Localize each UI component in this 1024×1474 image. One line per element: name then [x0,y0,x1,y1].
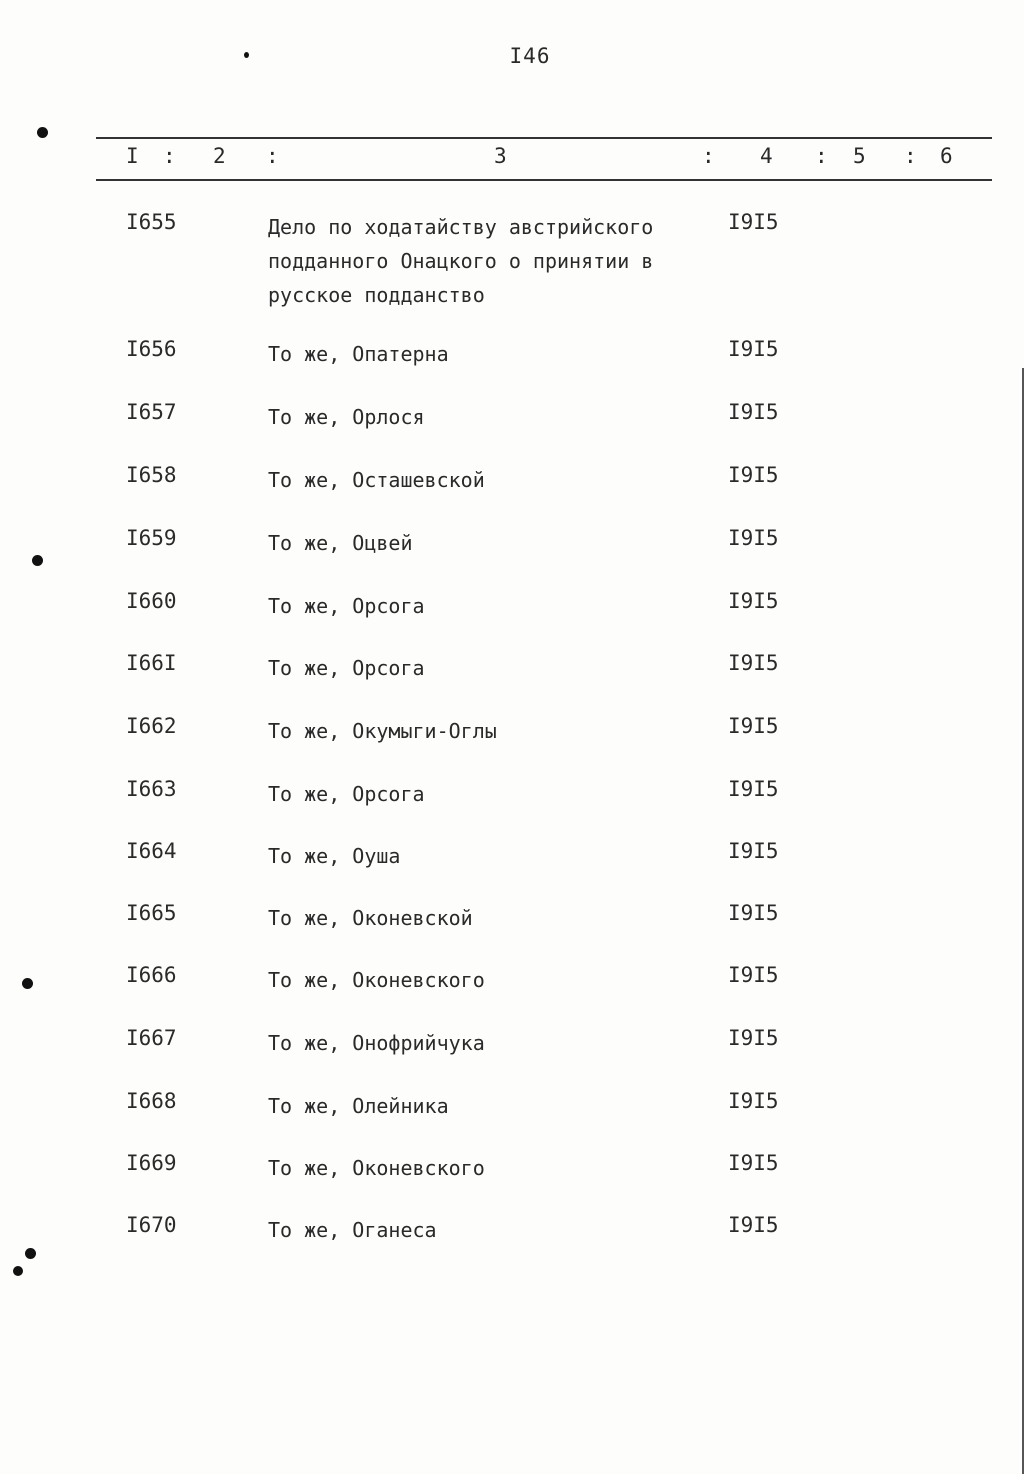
file-description: Дело по ходатайству австрийского подданного Онацкого о принятии в русское подданство [268,215,654,307]
file-description: То же, Орлося [268,405,425,429]
file-number: I66I [126,651,177,675]
punch-hole-mark [32,555,43,566]
column-header-sep-2: : [266,144,279,168]
file-year: I9I5 [728,337,779,361]
file-number: I663 [126,777,177,801]
file-description: То же, Оуша [268,844,401,868]
file-description: То же, Оконевского [268,968,485,992]
column-header-3: 3 [494,144,507,168]
file-year: I9I5 [728,1213,779,1237]
file-number: I655 [126,210,177,234]
file-year: I9I5 [728,1026,779,1050]
column-header-sep-1: : [163,144,176,168]
file-description: То же, Орсога [268,656,425,680]
file-description: То же, Орсога [268,594,425,618]
column-header-2: 2 [213,144,226,168]
file-year: I9I5 [728,839,779,863]
column-header-sep-4: : [815,144,828,168]
file-number: I659 [126,526,177,550]
file-number: I667 [126,1026,177,1050]
punch-hole-mark [13,1266,23,1276]
file-description: То же, Оконевской [268,906,473,930]
file-description: То же, Орсога [268,782,425,806]
file-description: То же, Осташевской [268,468,485,492]
file-number: I666 [126,963,177,987]
file-description: То же, Опатерна [268,342,449,366]
column-header-1: I [126,144,139,168]
file-description: То же, Олейника [268,1094,449,1118]
file-year: I9I5 [728,463,779,487]
file-number: I660 [126,589,177,613]
column-header-4: 4 [760,144,773,168]
file-year: I9I5 [728,777,779,801]
file-number: I668 [126,1089,177,1113]
punch-hole-mark [22,978,33,989]
file-number: I656 [126,337,177,361]
file-year: I9I5 [728,1151,779,1175]
file-year: I9I5 [728,714,779,738]
file-year: I9I5 [728,901,779,925]
file-description: То же, Оконевского [268,1156,485,1180]
column-header-sep-3: : [702,144,715,168]
scan-speck [244,52,249,58]
file-number: I665 [126,901,177,925]
file-number: I658 [126,463,177,487]
file-number: I657 [126,400,177,424]
file-number: I669 [126,1151,177,1175]
column-header-6: 6 [940,144,953,168]
file-year: I9I5 [728,526,779,550]
file-description: То же, Оцвей [268,531,413,555]
file-year: I9I5 [728,963,779,987]
file-description: То же, Оганеса [268,1218,437,1242]
file-description: То же, Онофрийчука [268,1031,485,1055]
punch-hole-mark [37,127,48,138]
header-top-rule [96,137,992,139]
header-bottom-rule [96,179,992,181]
file-year: I9I5 [728,589,779,613]
file-number: I664 [126,839,177,863]
file-number: I670 [126,1213,177,1237]
file-year: I9I5 [728,1089,779,1113]
column-header-sep-5: : [904,144,917,168]
column-header-5: 5 [853,144,866,168]
punch-hole-mark [25,1248,36,1259]
file-year: I9I5 [728,210,779,234]
file-number: I662 [126,714,177,738]
file-year: I9I5 [728,400,779,424]
file-description: То же, Окумыги-Оглы [268,719,497,743]
file-year: I9I5 [728,651,779,675]
page-number: I46 [509,44,551,68]
